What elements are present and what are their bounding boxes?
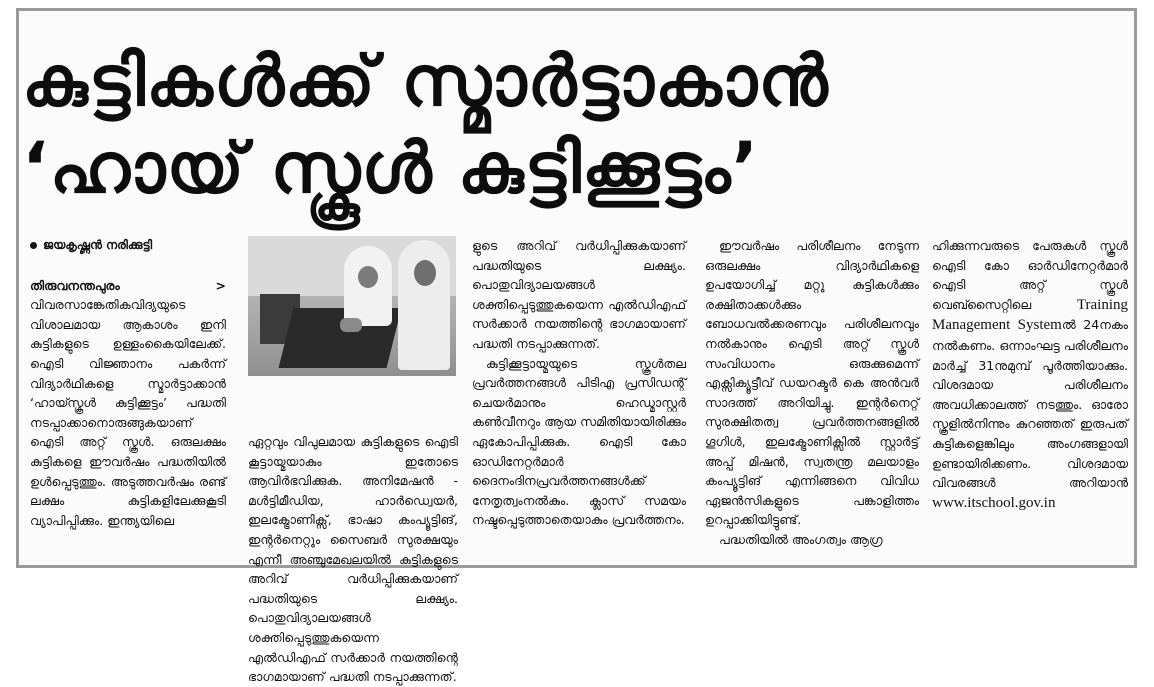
column-1-paragraph bbox=[30, 276, 226, 531]
column-4-paragraph-2: പദ്ധതിയിൽ അംഗത്വം ആഗ്ര bbox=[719, 531, 883, 547]
bullet-icon bbox=[30, 242, 37, 249]
column-5-text-a: ഹിക്കുന്നവരുടെ പേരുകൾ സ്കൂൾ ഐടി കോ ഓർഡിനേറ്റർമാർ ഐടി അറ്റ് സ്കൂൾ വെബ്സൈറ്റിലെ bbox=[932, 238, 1128, 312]
byline-text: ജയകൃഷ്ണൻ നരിക്കുട്ടി bbox=[43, 238, 153, 252]
column-1-text: വിവരസാങ്കേതികവിദ്യയുടെ വിശാലമായ ആകാശം ഇനി കുട്ടികളുടെ ഉള്ളംകൈയിലേക്ക്. ഐടി വിജ്ഞാനം പകർന്ന് വിദ്യാർഥികളെ സ്മാർട്ടാക്കാൻ ‘ഹായ്സ്കൂൾ കുട്ടിക്കൂട്ടം’ പദ്ധതി നടപ്പാക്കാനൊരുങ്ങുകയാണ് ഐടി അറ്റ് സ്കൂൾ. ഒരുലക്ഷം കുട്ടികളെ ഈവർഷം പദ്ധതിയിൽ ഉൾപ്പെടുത്തും. അടുത്തവർഷം രണ്ട് ലക്ഷം കുട്ടികളിലേക്കുകൂടി വ്യാപിപ്പിക്കും. ഇന്ത്യയിലെ bbox=[30, 297, 226, 528]
column-5-paragraph bbox=[932, 236, 1128, 513]
headline-line-1: കുട്ടികൾക്ക് സ്മാർട്ടാകാൻ bbox=[22, 40, 829, 122]
byline bbox=[30, 236, 226, 256]
column-4 bbox=[705, 236, 919, 554]
headline-line-2: ‘ഹായ് സ്കൂൾ കുട്ടിക്കൂട്ടം’ bbox=[22, 127, 760, 209]
column-2 bbox=[248, 236, 458, 685]
column-3-paragraph-2: കുട്ടിക്കൂട്ടായ്മയുടെ സ്കൂൾതല പ്രവർത്തനങ്ങൾ പിടിഎ പ്രസിഡന്റ് ചെയർമാനും ഹെഡ്മാസ്റ്റർ കൺവീനറും ആയ സമിതിയായിരിക്കും ഏകോപിപ്പിക്കുക. ഐടി കോ ഓഡിനേറ്റർമാർ ദൈനംദിനപ്രവർത്തനങ്ങൾക്ക് നേതൃത്വംനൽകും. ക്ലാസ് സമയം നഷ്ടപ്പെടുത്താതെയാകും പ്രവർത്തനം. bbox=[472, 355, 686, 528]
students-laptop-photo bbox=[248, 236, 456, 376]
website-url: www.itschool.gov.in bbox=[932, 494, 1056, 511]
column-3-paragraph-1: ളുടെ അറിവ് വർധിപ്പിക്കുകയാണ് പദ്ധതിയുടെ ലക്ഷ്യം. പൊതുവിദ്യാലയങ്ങൾ ശക്തിപ്പെടുത്തുകയെന്ന എൽഡിഎഫ് സർക്കാർ നയത്തിന്റെ ഭാഗമായാണ് പദ്ധതി നടപ്പാക്കുന്നത്. bbox=[472, 238, 686, 351]
dateline: തിരുവനന്തപുരം > bbox=[30, 277, 226, 293]
column-5 bbox=[932, 236, 1128, 554]
column-2-text: ഏറ്റവും വിപുലമായ കുട്ടികളുടെ ഐടി കൂട്ടായ്മയാകും ഇതോടെ ആവിർഭവിക്കുക. അനിമേഷൻ - മൾട്ടിമീഡിയ, ഹാർഡ്വെയർ, ഇലക്ട്രോണിക്സ്, ഭാഷാ കംപ്യൂട്ടിങ്, ഇന്റർനെറ്റും സൈബർ സുരക്ഷയും എന്നീ അഞ്ചുമേഖലയിൽ കുട്ടികളുടെ അറിവ് വർധിപ്പിക്കുകയാണ് പദ്ധതിയുടെ ലക്ഷ്യം. പൊതുവിദ്യാലയങ്ങൾ ശക്തിപ്പെടുത്തുകയെന്ന എൽഡിഎഫ് സർക്കാർ നയത്തിന്റെ ഭാഗമായാണ് പദ്ധതി നടപ്പാക്കുന്നത്. bbox=[248, 434, 458, 685]
column-1 bbox=[30, 236, 226, 554]
column-3 bbox=[472, 236, 686, 554]
training-system-name: Training Management System bbox=[932, 296, 1128, 334]
column-5-text-b: ൽ 24നകം നൽകണം. ഒന്നാംഘട്ട പരിശീലനം മാർച്ച് 31നുമുമ്പ് പൂർത്തിയാക്കും. വിശദമായ പരിശീലനം അവധിക്കാലത്ത് നടത്തും. ഓരോ സ്കൂളിൽനിന്നും കുറഞ്ഞത് ഇരുപത് കുട്ടികളെങ്കിലും അംഗങ്ങളായി ഉണ്ടായിരിക്കണം. വിശദമായ വിവരങ്ങൾ അറിയാൻ bbox=[932, 317, 1128, 491]
column-4-paragraph-1: ഈവർഷം പരിശീലനം നേടുന്ന ഒരുലക്ഷം വിദ്യാർഥികളെ ഉപയോഗിച്ച് മറ്റു കുട്ടികൾക്കും രക്ഷിതാക്കൾക്കും ബോധവൽക്കരണവും പരിശീലനവും നൽകാനും ഐടി അറ്റ് സ്കൂൾ സംവിധാനം ഒരുക്കുമെന്ന് എക്സിക്യൂട്ടീവ് ഡയറക്ടർ കെ അൻവർ സാദത്ത് അറിയിച്ചു. ഇന്റർനെറ്റ് സുരക്ഷിതത്വ പ്രവർത്തനങ്ങളിൽ ഗൂഗിൾ, ഇലക്ട്രോണിക്സിൽ സ്റ്റാർട്ട് അപ്പ് മിഷൻ, സ്വതന്ത്ര മലയാളം കംപ്യൂട്ടിങ് എന്നിങ്ങനെ വിവിധ ഏജൻസികളുടെ പങ്കാളിത്തം ഉറപ്പാക്കിയിട്ടുണ്ട്. bbox=[705, 238, 919, 528]
